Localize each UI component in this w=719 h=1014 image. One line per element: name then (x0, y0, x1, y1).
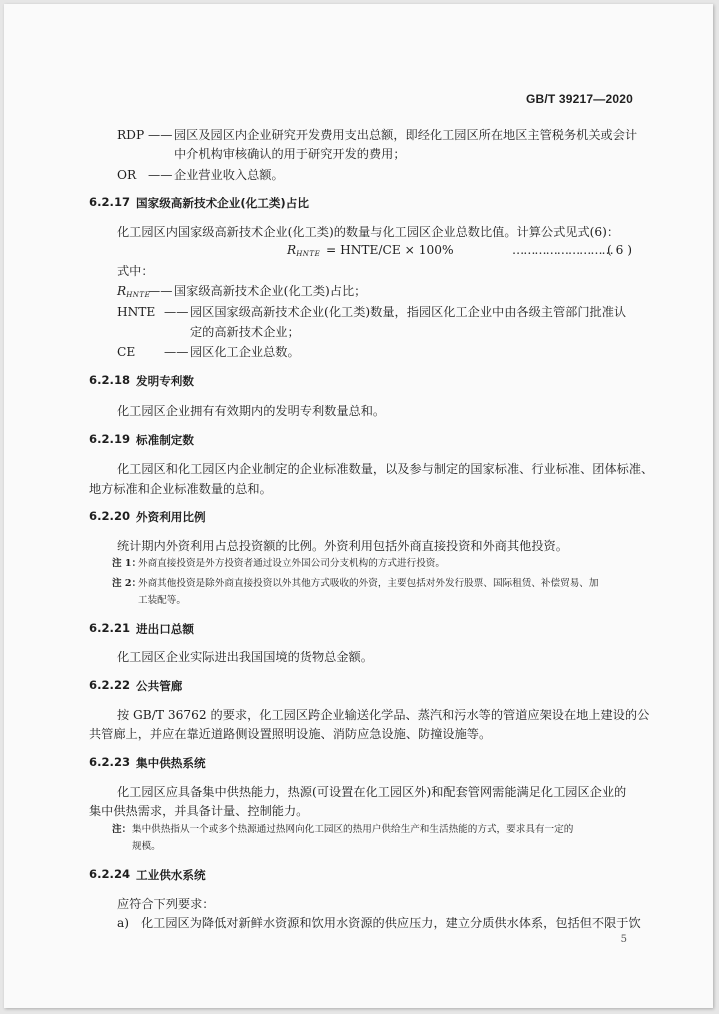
section-number: 6.2.18 (89, 373, 131, 387)
def-dash: —— (148, 284, 173, 298)
def-term-or: OR (117, 168, 137, 182)
def-dash: —— (148, 168, 173, 182)
def-dash: —— (164, 345, 189, 359)
def-dash: —— (164, 305, 189, 319)
section-title: 外资利用比例 (136, 510, 206, 524)
list-item-text: 化工园区为降低对新鲜水资源和饮用水资源的供应压力，建立分质供水体系，包括但不限于饮 (141, 916, 641, 930)
note-text: 外商其他投资是除外商直接投资以外其他方式吸收的外资，主要包括对外发行股票、国际租赁、补偿贸易、加 (138, 578, 599, 589)
section-number: 6.2.19 (89, 432, 131, 446)
paragraph: 化工园区企业实际进出我国国境的货物总金额。 (117, 650, 373, 664)
paragraph-cont: 集中供热需求，并具备计量、控制能力。 (89, 804, 309, 818)
formula-var: R (287, 243, 297, 257)
list-item-label: a) (117, 916, 130, 930)
def-text-rhnte: 国家级高新技术企业(化工类)占比； (174, 284, 367, 298)
paragraph: 化工园区应具备集中供热能力，热源(可设置在化工园区外)和配套管网需能满足化工园区企业的 (117, 785, 627, 799)
def-dash: —— (148, 128, 173, 142)
formula-dots: ……………………… (512, 243, 613, 257)
paragraph-cont: 共管廊上，并应在靠近道路侧设置照明设施、消防应急设施、防撞设施等。 (89, 727, 492, 741)
equation-number: ( 6 ) (607, 243, 633, 257)
def-text-rdp-cont: 中介机构审核确认的用于研究开发的费用； (174, 147, 406, 161)
paragraph-cont: 地方标准和企业标准数量的总和。 (89, 482, 272, 496)
def-text-hnte: 园区国家级高新技术企业(化工类)数量，指园区化工企业中由各级主管部门批准认 (190, 305, 627, 319)
section-title: 集中供热系统 (136, 756, 206, 770)
note-label: 注 2： (112, 578, 142, 589)
where-label: 式中： (117, 264, 154, 278)
def-term-rhnte (117, 283, 150, 303)
section-number: 6.2.22 (89, 678, 131, 692)
formula-rhs: = HNTE/CE × 100% (326, 243, 454, 257)
paragraph: 化工园区和化工园区内企业制定的企业标准数量，以及参与制定的国家标准、行业标准、团体标准、 (117, 462, 654, 476)
section-number: 6.2.20 (89, 509, 131, 523)
note-text: 集中供热指从一个或多个热源通过热网向化工园区的热用户供给生产和生活热能的方式，要求具有一定的 (132, 824, 574, 835)
paragraph: 按 GB/T 36762 的要求，化工园区跨企业输送化学品、蒸汽和污水等的管道应架设在地上建设的公 (117, 708, 650, 722)
paragraph: 化工园区内国家级高新技术企业(化工类)的数量与化工园区企业总数比值。计算公式见式(6)： (117, 225, 620, 239)
note-text-cont: 规模。 (132, 841, 161, 852)
section-title: 公共管廊 (136, 679, 183, 693)
section-number: 6.2.17 (89, 195, 131, 209)
paragraph: 统计期内外资利用占总投资额的比例。外资利用包括外商直接投资和外商其他投资。 (117, 539, 568, 553)
section-title: 国家级高新技术企业(化工类)占比 (136, 196, 309, 210)
paragraph: 应符合下列要求： (117, 897, 215, 911)
section-title: 发明专利数 (136, 374, 194, 388)
formula-lhs (287, 242, 320, 262)
note-label: 注 1： (112, 558, 142, 569)
paragraph: 化工园区企业拥有有效期内的发明专利数量总和。 (117, 404, 386, 418)
section-title: 工业供水系统 (136, 868, 206, 882)
page-number: 5 (620, 934, 627, 945)
document-page (4, 4, 713, 1008)
section-number: 6.2.23 (89, 755, 131, 769)
section-number: 6.2.24 (89, 867, 131, 881)
note-label: 注： (112, 824, 132, 835)
formula-subscript: HNTE (296, 250, 321, 258)
def-text-rdp: 园区及园区内企业研究开发费用支出总额，即经化工园区所在地区主管税务机关或会计 (174, 128, 638, 142)
standard-number: GB/T 39217—2020 (525, 92, 633, 106)
def-term-subscript: HNTE (126, 291, 151, 299)
note-text-cont: 工装配等。 (138, 595, 186, 606)
note-text: 外商直接投资是外方投资者通过设立外国公司分支机构的方式进行投资。 (138, 558, 445, 569)
def-term-rdp: RDP (117, 128, 145, 142)
section-title: 标准制定数 (136, 433, 194, 447)
def-term-var: R (117, 284, 127, 298)
def-text-ce: 园区化工企业总数。 (190, 345, 300, 359)
section-title: 进出口总额 (136, 622, 194, 636)
def-term-hnte: HNTE (117, 305, 156, 319)
section-number: 6.2.21 (89, 621, 131, 635)
def-text-hnte-cont: 定的高新技术企业； (190, 325, 300, 339)
def-text-or: 企业营业收入总额。 (174, 168, 284, 182)
def-term-ce: CE (117, 345, 136, 359)
